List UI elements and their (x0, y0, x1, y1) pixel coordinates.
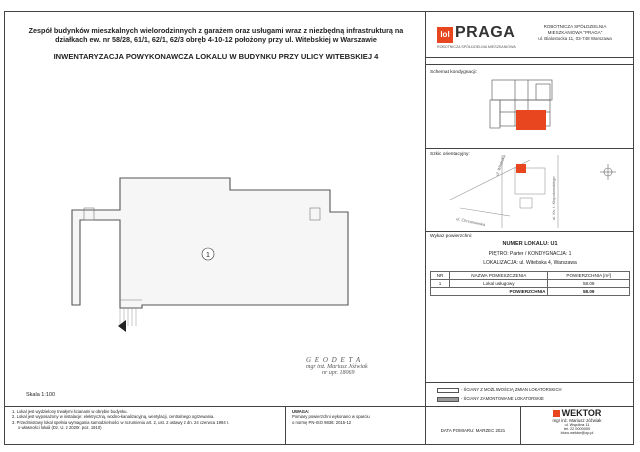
north-arrow-icon (600, 164, 616, 180)
wykaz-label: Wykaz powierzchni: (430, 234, 473, 239)
room-number: 1 (206, 252, 210, 259)
total-value: 58.09 (548, 288, 630, 296)
area-table (430, 271, 630, 296)
divider (425, 406, 426, 445)
column-header: POWIERZCHNIA [m²] (548, 272, 630, 280)
note-item: o własności lokali (Dz. U. z 2020r. poz. 1910) (18, 425, 102, 431)
coop-line1: ROBOTNICZA SPÓŁDZIELNIA (543, 24, 607, 29)
survey-date: DATA POMIARU: MARZEC 2021 (440, 428, 506, 433)
wektor-name-text: WEKTOR (561, 408, 602, 418)
street-line (460, 208, 510, 216)
stamp-name: mgr inż. Mariusz Jóźwiak (306, 364, 368, 370)
unit-highlight (516, 110, 546, 130)
notes (12, 409, 282, 431)
wektor-phone: tel. 22 0000000 (563, 427, 591, 431)
project-title-line1: Zespół budynków mieszkalnych wielorodzinnych z garażem oraz usługami wraz z niezbędną infrastrukturą na (28, 26, 404, 35)
remark-text: Pomiary powierzchni wykonano w oparciu (292, 414, 370, 420)
floor-plan (60, 160, 360, 340)
document-subtitle: INWENTARYZACJA POWYKONAWCZA LOKALU W BUDYNKU PRZY ULICY WITEBSKIEJ 4 (53, 52, 379, 61)
project-title (18, 26, 414, 44)
coop-address (525, 24, 625, 42)
note-item: 1. Lokal jest wydzielony trwałymi ścianami w obrębie budynku. (12, 409, 128, 414)
table-row (431, 280, 630, 288)
praga-logo-icon: lol (437, 27, 453, 43)
coop-line3: ul. Bialostocka 11, 03-748 Warszawa (538, 36, 612, 41)
legend-item: - ŚCIANY Z MOŻLIWOŚCIĄ ZMIAN LOKATORSKICH (461, 387, 562, 392)
entrance-arrow-icon (118, 320, 126, 332)
floor-schema-diagram (480, 74, 580, 142)
column-header: NR (431, 272, 450, 280)
orientation-map (440, 150, 630, 230)
wektor-logo-icon (553, 410, 560, 417)
szkic-label: Szkic orientacyjny: (430, 152, 470, 157)
divider (520, 406, 521, 445)
wektor-email: biuro.wektor@op.pl (560, 431, 594, 435)
note-item: 2. Lokal jest wyposażony w instalacje: elektryczną, wodno-kanalizacyjną, wentylacji, centralnego ogrzewania. (12, 414, 215, 420)
stamp-license: nr upr. 18069 (322, 370, 355, 376)
building-outline (520, 198, 532, 208)
logo-name: PRAGA (455, 24, 516, 41)
unit-location: LOKALIZACJA: ul. Witebska 4, Warszawa (483, 260, 577, 266)
plan-walls (72, 178, 348, 308)
total-label: POWIERZCHNIA (431, 288, 548, 296)
table-cell: 58.09 (548, 280, 630, 288)
remark (292, 409, 422, 425)
street-label: ul. Ks. I. Kłopotowskiego (551, 176, 556, 220)
unit-floor: PIĘTRO: Parter / KONDYGNACJA: 1 (488, 251, 572, 257)
table-cell: 1 (431, 280, 450, 288)
legend-swatch (437, 388, 459, 393)
legend-swatch (437, 397, 459, 402)
remark-text: o normę PN-ISO 9836: 2015-12 (292, 419, 352, 425)
divider (285, 406, 286, 445)
project-title-line2: działkach ew. nr 58/28, 61/1, 62/1, 62/3 obręb 4-10-12 położony przy ul. Witebskiej w Warszawie (55, 35, 377, 45)
remark-title: UWAGA: (292, 409, 310, 414)
table-cell: Lokal usługowy (450, 280, 548, 288)
schema-block-left (490, 100, 500, 128)
wektor-person: mgr inż. Mariusz Jóźwiak (552, 418, 602, 423)
wektor-address: ul. Wspólna 11 (564, 423, 590, 427)
surveyor-stamp (306, 356, 406, 376)
coop-line2: MIESZKANIOWA "PRAGA" (547, 30, 603, 35)
schemat-label: Schemat kondygnacji: (430, 70, 477, 75)
column-header: NAZWA POMIESZCZENIA (450, 272, 548, 280)
stamp-title: G E O D E T A (306, 356, 362, 364)
legend (425, 382, 634, 407)
scale-label: Skala 1:100 (26, 392, 56, 398)
schema-block-right (536, 84, 550, 100)
street-label: ul. Witebska (494, 154, 507, 177)
table-header-row (431, 272, 630, 280)
legend-item: - ŚCIANY ZAMONTOWANE LOKATORSKIE (461, 396, 544, 401)
unit-number: NUMER LOKALU: U1 (502, 241, 558, 247)
wektor-block (522, 408, 632, 435)
wektor-name (522, 408, 632, 418)
table-total-row (431, 288, 630, 296)
logo-tagline: ROBOTNICZA SPÓŁDZIELNIA MIESZKANIOWA (437, 45, 516, 49)
location-marker (516, 164, 526, 173)
schema-block-top (492, 80, 552, 100)
note-item: 3. Przedmiotowy lokal spełnia wymagania samodzielności w rozumieniu art. 2, ust. 2 ustawy z dn. 24 czerwca 1994 r. (12, 419, 230, 425)
street-label: ul. Chrzanowska (455, 216, 486, 228)
